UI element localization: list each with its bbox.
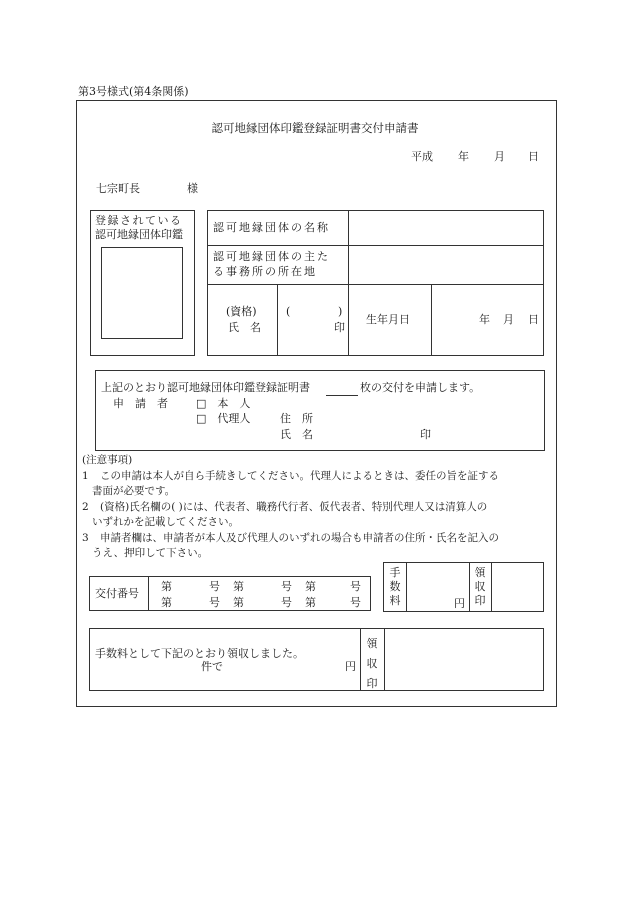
issue-dai-4: 第 [161, 596, 172, 609]
note-1-num: 1 [82, 470, 89, 482]
addressee-honorific: 様 [187, 182, 198, 195]
date-year: 年 [458, 150, 469, 163]
form-number-label: 第3号様式(第4条関係) [78, 85, 189, 98]
issue-dai-2: 第 [233, 580, 244, 593]
receipt-text: 手数料として下記のとおり領収しました。 [95, 647, 304, 660]
issue-go-2: 号 [281, 580, 292, 593]
seal-impression-area[interactable] [101, 247, 183, 339]
date-month: 月 [494, 150, 505, 163]
registered-seal-label-1: 登録されている [95, 214, 183, 227]
note-2-line1: (資格)氏名欄の( )には、代表者、職務代行者、仮代表者、特別代理人又は清算人の [100, 501, 488, 513]
office-label-2: る事務所の所在地 [213, 265, 317, 278]
paren-open: ( [286, 305, 291, 318]
note-3-line1: 申請者欄は、申請者が本人及び代理人のいずれの場合も申請者の住所・氏名を記入の [100, 532, 499, 544]
fee-receipt-label: 領収印 [474, 566, 486, 607]
issue-dai-5: 第 [233, 596, 244, 609]
fee-yen: 円 [454, 597, 465, 610]
receipt-seal-label: 領収印 [366, 637, 378, 690]
note-3-line2: うえ、押印して下さい。 [92, 547, 209, 559]
registered-seal-label-2: 認可地縁団体印鑑 [95, 228, 183, 241]
application-statement-end: 枚の交付を申請します。 [360, 381, 481, 394]
addressee-name: 七宗町長 [96, 182, 140, 195]
representative-seal: 印 [334, 321, 345, 334]
qualification-label: (資格) [226, 305, 257, 318]
representative-name-label: 氏 名 [228, 321, 261, 334]
applicant-address-label: 住 所 [280, 412, 313, 425]
applicant-name-label: 氏 名 [280, 428, 313, 441]
application-statement: 上記のとおり認可地縁団体印鑑登録証明書 [101, 381, 310, 394]
fee-label: 手数料 [389, 566, 401, 607]
issue-go-5: 号 [281, 596, 292, 609]
issue-dai-3: 第 [305, 580, 316, 593]
birth-date-label: 生年月日 [366, 313, 410, 326]
applicant-seal: 印 [420, 428, 431, 441]
paren-close: ) [338, 305, 343, 318]
notes-heading: (注意事項) [82, 454, 133, 466]
note-1-line2: 書面が必要です。 [92, 485, 176, 497]
agent-checkbox[interactable]: □ 代理人 [196, 412, 251, 425]
issue-go-1: 号 [209, 580, 220, 593]
issue-dai-1: 第 [161, 580, 172, 593]
org-name-field[interactable] [349, 211, 543, 245]
office-address-field[interactable] [349, 246, 543, 284]
birth-year: 年 [479, 313, 490, 326]
note-1-line1: この申請は本人が自ら手続きしてください。代理人によるときは、委任の旨を証する [100, 470, 499, 482]
note-2-line2: いずれかを記載してください。 [92, 516, 239, 528]
issue-go-4: 号 [209, 596, 220, 609]
issue-number-label: 交付番号 [95, 587, 139, 600]
note-3-num: 3 [82, 532, 89, 544]
applicant-label: 申 請 者 [113, 397, 168, 410]
org-name-label: 認可地縁団体の名称 [213, 221, 330, 234]
issue-go-3: 号 [350, 580, 361, 593]
date-era: 平成 [411, 150, 433, 163]
form-title: 認可地縁団体印鑑登録証明書交付申請書 [211, 121, 419, 135]
issue-dai-6: 第 [305, 596, 316, 609]
copies-field[interactable] [326, 395, 358, 396]
date-day: 日 [528, 150, 539, 163]
self-checkbox[interactable]: □ 本 人 [196, 397, 251, 410]
birth-day: 日 [528, 313, 539, 326]
issue-go-6: 号 [350, 596, 361, 609]
receipt-count: 件で [201, 660, 223, 673]
note-2-num: 2 [82, 501, 89, 513]
office-label-1: 認可地縁団体の主た [213, 250, 330, 263]
birth-month: 月 [503, 313, 514, 326]
receipt-yen: 円 [345, 660, 356, 673]
